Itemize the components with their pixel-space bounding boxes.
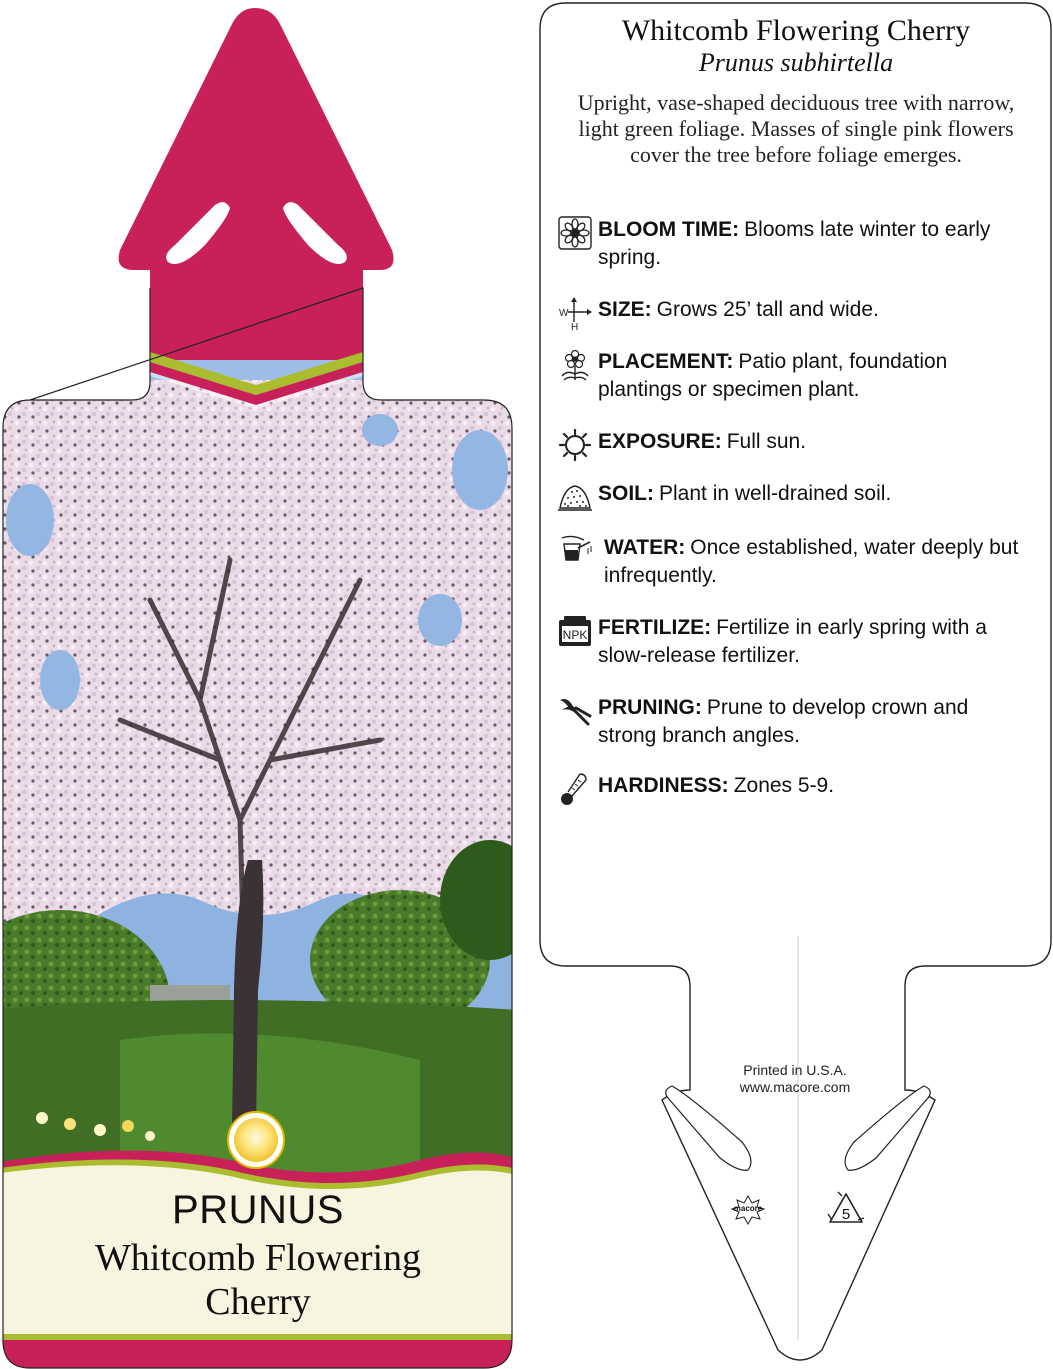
care-label: SOIL: xyxy=(598,482,654,505)
placement-icon xyxy=(558,348,592,382)
care-pruning xyxy=(558,694,1028,750)
care-label: WATER: xyxy=(604,536,686,559)
pruning-shears-icon xyxy=(558,694,592,728)
thermometer-icon xyxy=(558,772,592,806)
care-text: Prune to develop crown and strong branch angles. xyxy=(598,696,969,747)
sun-icon xyxy=(558,428,592,462)
recycle-number: 5 xyxy=(841,1206,851,1223)
care-text: Grows 25’ tall and wide. xyxy=(656,298,879,321)
care-text: Fertilize in early spring with a slow-release fertilizer. xyxy=(598,616,987,667)
care-label: HARDINESS: xyxy=(598,774,729,797)
printed-in: Printed in U.S.A. xyxy=(743,1062,847,1078)
npk-icon xyxy=(558,614,592,648)
care-water xyxy=(558,534,1028,590)
care-soil xyxy=(558,480,1028,508)
care-fertilize xyxy=(558,614,1028,670)
care-label: FERTILIZE: xyxy=(598,616,712,639)
soil-icon xyxy=(558,480,592,514)
care-placement xyxy=(558,348,1028,404)
back-title: Whitcomb Flowering Cherry xyxy=(621,14,971,47)
care-text: Full sun. xyxy=(726,430,807,453)
care-exposure xyxy=(558,428,1028,456)
common-name-line1: Whitcomb Flowering xyxy=(94,1237,422,1279)
size-w-letter: W xyxy=(559,308,569,319)
care-text: Once established, water deeply but infrequently. xyxy=(604,536,1019,587)
care-text: Plant in well-drained soil. xyxy=(659,482,892,505)
care-text: Patio plant, foundation plantings or specimen plant. xyxy=(598,350,948,401)
macore-logo-text: macore xyxy=(733,1204,763,1213)
website: www.macore.com xyxy=(739,1079,851,1095)
care-label: SIZE: xyxy=(598,298,652,321)
genus-name: PRUNUS xyxy=(172,1188,344,1232)
care-hardiness xyxy=(558,772,1028,800)
care-label: BLOOM TIME: xyxy=(598,218,740,241)
size-h-letter: H xyxy=(571,322,579,330)
care-bloom-time xyxy=(558,216,1028,272)
care-text: Zones 5-9. xyxy=(733,774,835,797)
care-label: PRUNING: xyxy=(598,696,702,719)
flower-icon xyxy=(558,216,592,250)
plant-description: Upright, vase-shaped deciduous tree with narrow, light green foliage. Masses of single pink flowers cover the tree before foliage emerges. xyxy=(577,90,1015,167)
scientific-name: Prunus subhirtella xyxy=(698,48,894,77)
size-icon xyxy=(558,296,592,330)
watering-can-icon xyxy=(558,534,592,568)
care-text: Blooms late winter to early spring. xyxy=(598,218,991,269)
npk-text: NPK xyxy=(562,628,588,642)
common-name-line2: Cherry xyxy=(205,1281,311,1323)
care-label: PLACEMENT: xyxy=(598,350,734,373)
care-label: EXPOSURE: xyxy=(598,430,722,453)
care-size xyxy=(558,296,1028,330)
